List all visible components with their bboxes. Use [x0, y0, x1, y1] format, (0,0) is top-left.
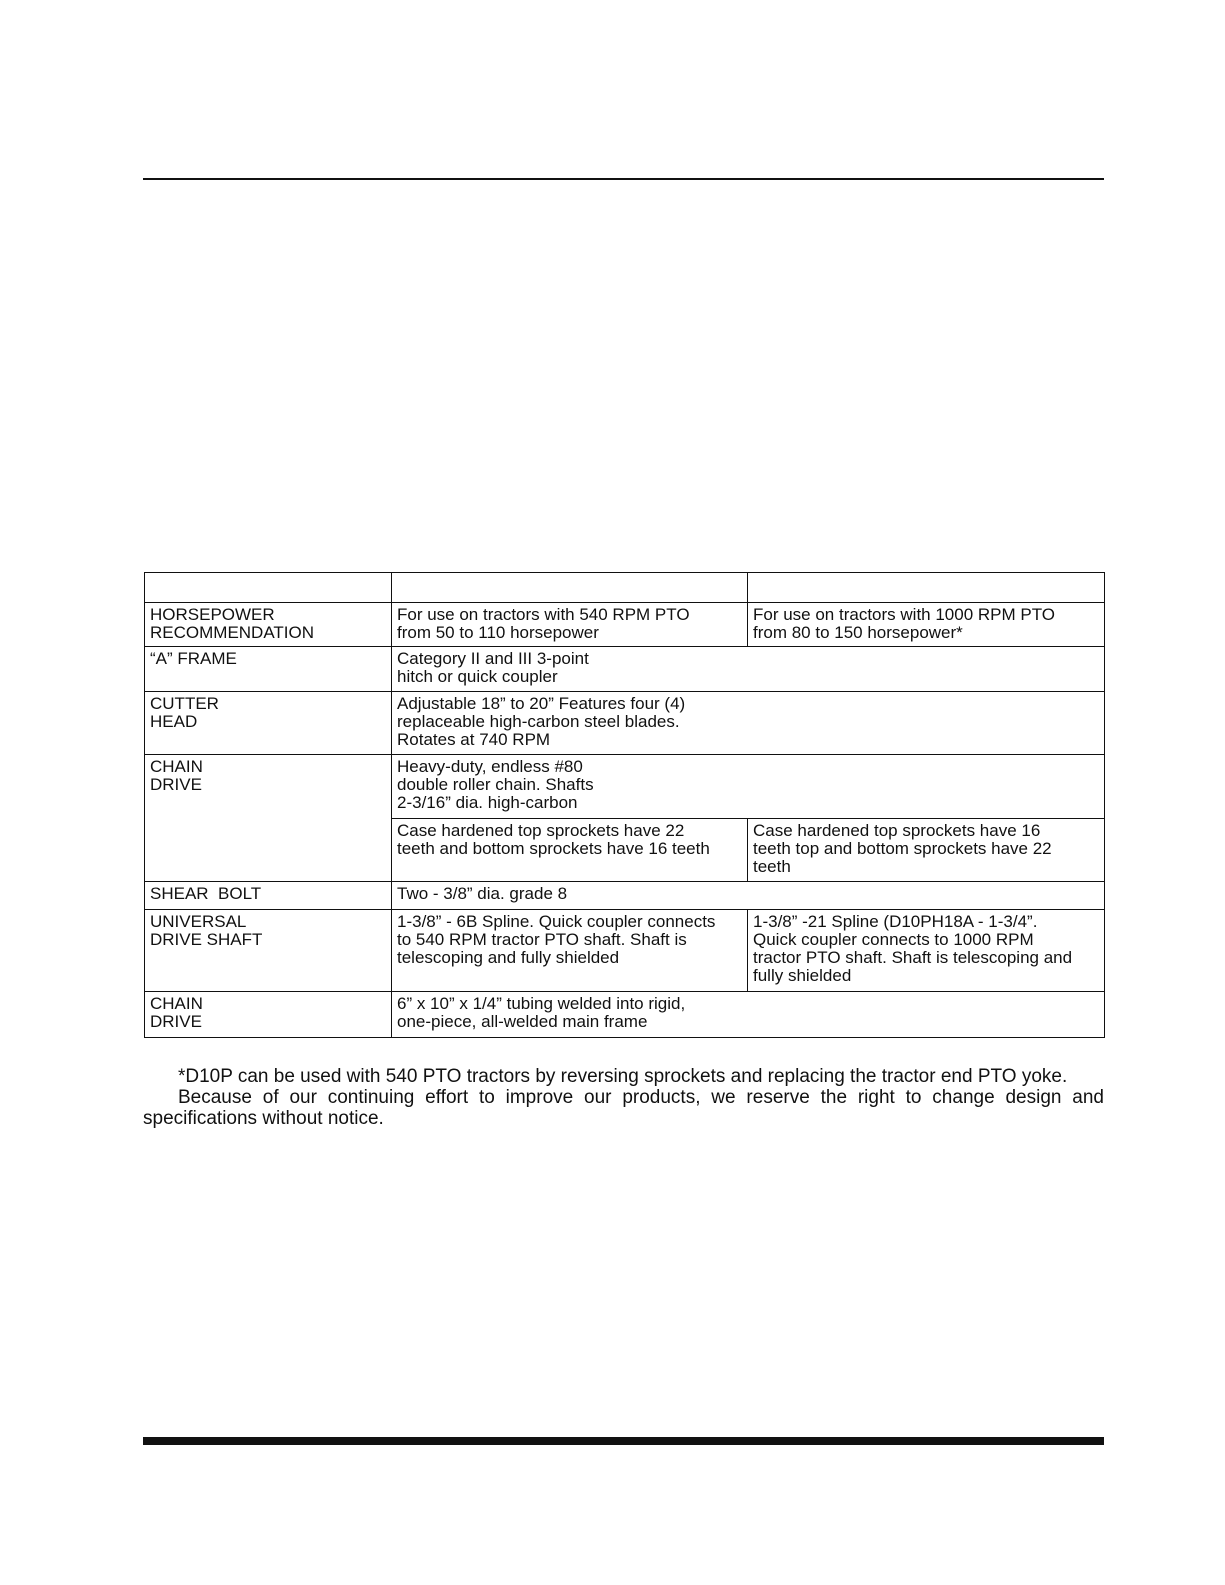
row-label: UNIVERSAL DRIVE SHAFT: [145, 910, 392, 992]
table-row-main-frame: [145, 992, 1105, 1038]
specifications-table: [144, 572, 1105, 1038]
row-label: SHEAR BOLT: [145, 882, 392, 910]
notes-section: [143, 1066, 1104, 1129]
cell-1000-rpm: Case hardened top sprockets have 16 teeth top and bottom sprockets have 22 teeth: [748, 819, 1105, 882]
row-label: CHAIN DRIVE: [145, 755, 392, 882]
row-value: Adjustable 18” to 20” Features four (4) replaceable high-carbon steel blades. Rotates at 740 RPM: [392, 692, 1105, 755]
table-row-universal-drive-shaft: [145, 910, 1105, 992]
bottom-rule: [143, 1437, 1104, 1445]
cell-540-rpm: For use on tractors with 540 RPM PTO from 50 to 110 horsepower: [392, 603, 748, 647]
disclaimer: Because of our continuing effort to improve our products, we reserve the right to change design and specifications without notice.: [143, 1087, 1104, 1129]
cell-1000-rpm: 1-3/8” -21 Spline (D10PH18A - 1-3/4”. Quick coupler connects to 1000 RPM tractor PTO shaft. Shaft is telescoping and fully shielded: [748, 910, 1105, 992]
table-header-row: [145, 573, 1105, 603]
footnote: *D10P can be used with 540 PTO tractors by reversing sprockets and replacing the tractor end PTO yoke.: [178, 1066, 1068, 1087]
header-cell: [392, 573, 748, 603]
cell-540-rpm: Case hardened top sprockets have 22 teeth and bottom sprockets have 16 teeth: [392, 819, 748, 882]
row-value: 6” x 10” x 1/4” tubing welded into rigid, one-piece, all-welded main frame: [392, 992, 1105, 1038]
table-row-horsepower: [145, 603, 1105, 647]
row-label: CUTTER HEAD: [145, 692, 392, 755]
cell-540-rpm: 1-3/8” - 6B Spline. Quick coupler connects to 540 RPM tractor PTO shaft. Shaft is telescoping and fully shielded: [392, 910, 748, 992]
table-row-shear-bolt: [145, 882, 1105, 910]
table-row-cutter-head: [145, 692, 1105, 755]
row-label: “A” FRAME: [145, 647, 392, 692]
row-label: CHAIN DRIVE: [145, 992, 392, 1038]
cell-1000-rpm: For use on tractors with 1000 RPM PTO from 80 to 150 horsepower*: [748, 603, 1105, 647]
row-value: Heavy-duty, endless #80 double roller chain. Shafts 2-3/16” dia. high-carbon: [392, 755, 1105, 819]
table-row-chain-drive: [145, 755, 1105, 819]
row-value: Category II and III 3-point hitch or quick coupler: [392, 647, 1105, 692]
row-label: HORSEPOWER RECOMMENDATION: [145, 603, 392, 647]
header-cell: [748, 573, 1105, 603]
row-value: Two - 3/8” dia. grade 8: [392, 882, 1105, 910]
header-cell: [145, 573, 392, 603]
table-row-a-frame: [145, 647, 1105, 692]
top-rule: [143, 178, 1104, 180]
